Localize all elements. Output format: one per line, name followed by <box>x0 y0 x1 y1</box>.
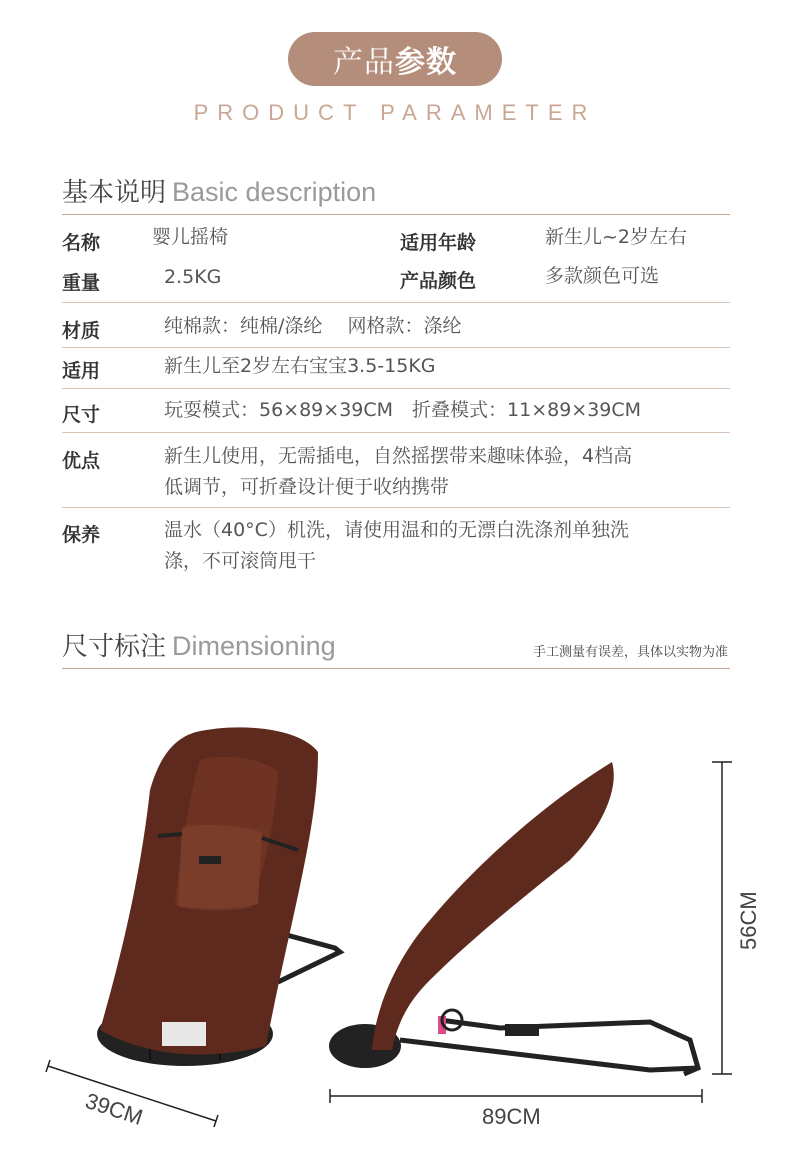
age-label: 适用年龄 <box>400 232 477 254</box>
page-subtitle: PRODUCT PARAMETER <box>193 100 597 125</box>
care-label: 保养 <box>62 524 101 546</box>
size-value: 玩耍模式：56×89×39CM 折叠模式：11×89×39CM <box>164 399 642 421</box>
side-view-bouncer <box>329 762 698 1074</box>
front-view-bouncer <box>97 727 340 1066</box>
name-label: 名称 <box>62 232 101 254</box>
age-value: 新生儿~2岁左右 <box>545 226 688 248</box>
advantage-line2: 低调节，可折叠设计便于收纳携带 <box>164 476 450 498</box>
advantage-label: 优点 <box>62 450 101 472</box>
width-dimension-label: 39CM <box>82 1088 146 1130</box>
basic-title-cn: 基本说明 <box>62 178 167 208</box>
suitable-label: 适用 <box>62 360 101 382</box>
size-label: 尺寸 <box>62 404 101 426</box>
basic-title-en: Basic description <box>172 177 377 207</box>
advantage-line1: 新生儿使用，无需插电，自然摇摆带来趣味体验，4档高 <box>164 445 633 467</box>
material-value: 纯棉款：纯棉/涤纶 网格款：涤纶 <box>164 315 462 337</box>
material-label: 材质 <box>62 320 101 342</box>
care-line1: 温水（40°C）机洗，请使用温和的无漂白洗涤剂单独洗 <box>164 519 629 541</box>
weight-label: 重量 <box>62 272 101 294</box>
title-bold: 参数 <box>395 45 457 80</box>
weight-value: 2.5KG <box>164 266 222 288</box>
length-dimension-label: 89CM <box>482 1104 541 1129</box>
dimension-title-cn: 尺寸标注 <box>62 632 167 662</box>
height-dimension-label: 56CM <box>736 891 761 950</box>
dimension-title-en: Dimensioning <box>172 631 336 661</box>
measurement-note: 手工测量有误差，具体以实物为准 <box>532 645 728 660</box>
color-value: 多款颜色可选 <box>545 265 660 287</box>
color-label: 产品颜色 <box>400 270 477 292</box>
title-light: 产品 <box>333 45 395 80</box>
name-value: 婴儿摇椅 <box>152 226 229 248</box>
suitable-value: 新生儿至2岁左右宝宝3.5-15KG <box>164 355 436 377</box>
care-line2: 涤，不可滚筒甩干 <box>164 550 317 572</box>
